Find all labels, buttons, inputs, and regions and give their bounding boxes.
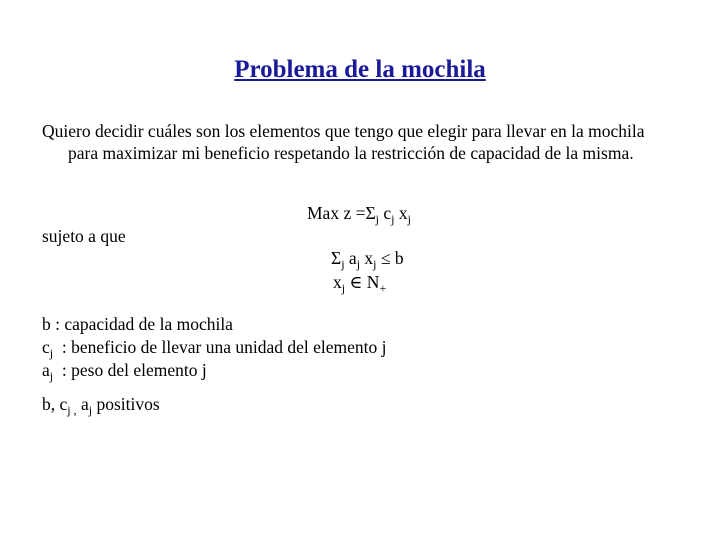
definition-item	[42, 359, 386, 382]
constraint-x-index: j	[373, 257, 377, 271]
objective-sum-index: j	[375, 212, 379, 226]
constraint-sigma: Σ	[331, 248, 342, 268]
intro-line-1: Quiero decidir cuáles son los elementos que tengo que elegir para llevar en la mochila	[42, 121, 645, 141]
constraint-x: x	[364, 248, 374, 268]
definition-symbol: c	[42, 337, 50, 357]
definition-index: j	[49, 346, 54, 360]
definition-symbol: b	[42, 314, 51, 334]
constraint-a-index: j	[356, 257, 361, 271]
positives-c-index: j ,	[67, 403, 77, 417]
objective-x-index: j	[407, 212, 411, 226]
domain-x: x	[333, 272, 342, 292]
definition-item	[42, 313, 386, 336]
intro-line-2: para maximizar mi beneficio respetando la restricción de capacidad de la misma.	[68, 143, 634, 163]
domain-set: ∈ N	[349, 272, 380, 292]
objective-c-index: j	[391, 212, 395, 226]
definitions-list	[42, 313, 386, 382]
domain-x-index: j	[341, 281, 346, 295]
objective-c: c	[383, 203, 392, 223]
objective-prefix: Max z =Σ	[307, 203, 376, 223]
constraint-rhs: ≤ b	[380, 248, 404, 268]
intro-paragraph	[42, 120, 692, 164]
page-title: Problema de la mochila	[234, 56, 486, 83]
definition-symbol: a	[42, 360, 50, 380]
objective-x: x	[398, 203, 408, 223]
positives-a-index: j	[88, 403, 93, 417]
definition-text: : peso del elemento j	[53, 360, 207, 380]
constraint-sum-index: j	[341, 257, 345, 271]
domain-set-index: +	[379, 281, 387, 295]
domain-constraint	[333, 272, 386, 293]
definition-item	[42, 336, 386, 359]
positives-b-c: b, c	[42, 394, 68, 414]
definition-text: : capacidad de la mochila	[50, 314, 233, 334]
capacity-constraint	[331, 248, 404, 269]
positives-text: positivos	[92, 394, 160, 414]
constraint-a: a	[348, 248, 357, 268]
positivity-note	[42, 394, 160, 415]
objective-function	[307, 203, 411, 224]
positives-a: a	[76, 394, 89, 414]
definition-index: j	[49, 369, 54, 383]
subject-to-label: sujeto a que	[42, 226, 126, 246]
definition-text: : beneficio de llevar una unidad del elemento j	[53, 337, 387, 357]
